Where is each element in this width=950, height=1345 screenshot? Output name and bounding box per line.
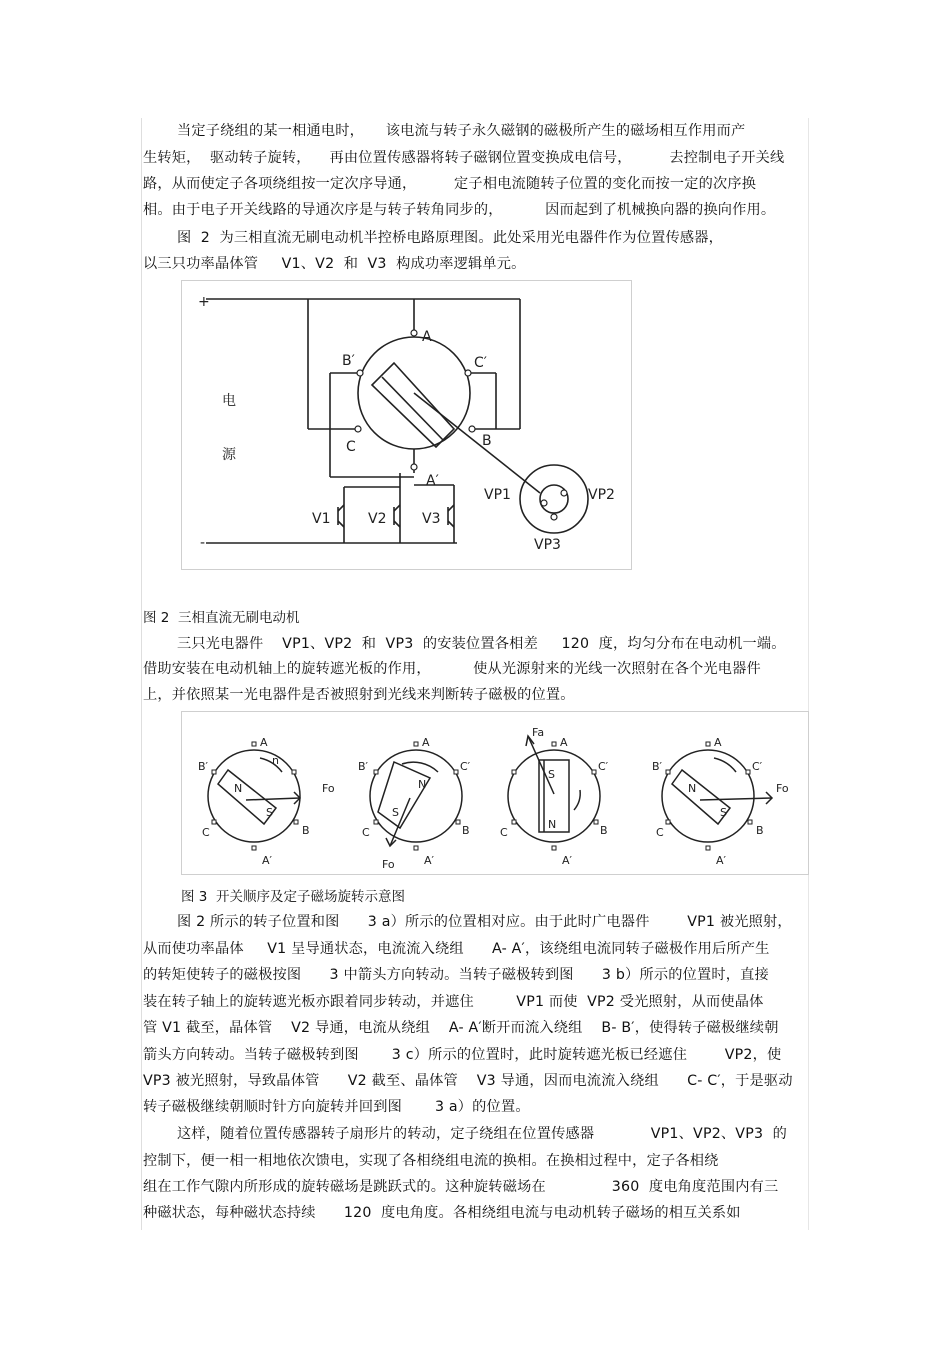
panel-b-c-prime-label: C′ xyxy=(460,760,471,773)
terminal-a-label: A xyxy=(422,329,432,345)
panel-a-n-pole: N xyxy=(234,782,243,795)
terminal-a-prime-label: A′ xyxy=(426,473,439,489)
panel-b-a-label: A xyxy=(422,736,430,749)
paragraph4-line: 转子磁极继续朝顺时针方向旋转并回到图 3 a）的位置。 xyxy=(143,1099,530,1115)
power-label-1: 电 xyxy=(222,393,236,409)
paragraph4-line: 管 V1 截至，晶体管 V2 导通，电流从绕组 A- A′断开而流入绕组 B- B′，使得转子磁极继续朝 xyxy=(143,1020,779,1036)
panel-c-fa-label: Fa xyxy=(532,726,545,739)
transistor-v2-label: V2 xyxy=(368,511,387,527)
panel-d-b-label: B xyxy=(756,824,764,837)
panel-a-a-label: A xyxy=(260,736,268,749)
panel-a xyxy=(208,750,300,842)
panel-c-a-prime-label: A′ xyxy=(562,854,573,867)
figure2-circuit-diagram xyxy=(182,281,631,569)
panel-d-c-prime-label: C′ xyxy=(752,760,763,773)
panel-a-n-rotation: n xyxy=(272,754,279,767)
panel-c-a-label: A xyxy=(560,736,568,749)
terminal-b-label: B xyxy=(482,433,492,449)
power-label-2: 源 xyxy=(222,447,236,463)
panel-b-c-label: C xyxy=(362,826,370,839)
panel-b-b-label: B xyxy=(462,824,470,837)
plus-label: + xyxy=(198,294,210,310)
minus-label: - xyxy=(200,535,206,551)
figure2-caption: 图 2 三相直流无刷电动机 xyxy=(143,610,300,626)
paragraph5-line: 组在工作气隙内所形成的旋转磁场是跳跃式的。这种旋转磁场在 360 度电角度范围内有三 xyxy=(143,1179,779,1195)
paragraph4-line: 装在转子轴上的旋转遮光板亦跟着同步转动，并遮住 VP1 而使 VP2 受光照射，从而使晶体 xyxy=(143,994,764,1010)
paragraph4-line: VP3 被光照射，导致晶体管 V2 截至、晶体管 V3 导通，因而电流流入绕组 C- C′，于是驱动 xyxy=(143,1073,793,1089)
paragraph1-line: 路，从而使定子各项绕组按一定次序导通， 定子相电流随转子位置的变化而按一定的次序换 xyxy=(143,176,757,192)
figure2-frame xyxy=(181,280,632,570)
panel-d-fo-label: Fo xyxy=(776,782,789,795)
panel-c-s-pole: S xyxy=(548,768,555,781)
terminal-c-prime-label: C′ xyxy=(474,355,487,371)
panel-b xyxy=(370,750,462,846)
figure3-rotation-diagram xyxy=(182,712,808,874)
panel-b-a-prime-label: A′ xyxy=(424,854,435,867)
paragraph4-line: 箭头方向转动。当转子磁极转到图 3 c）所示的位置时，此时旋转遮光板已经遮住 VP2，使 xyxy=(143,1047,782,1063)
paragraph5-line: 控制下，便一相一相地依次馈电，实现了各相绕组电流的换相。在换相过程中，定子各相绕 xyxy=(143,1153,719,1169)
panel-d-c-label: C xyxy=(656,826,664,839)
transistor-v3-label: V3 xyxy=(422,511,441,527)
paragraph5-line: 种磁状态，每种磁状态持续 120 度电角度。各相绕组电流与电动机转子磁场的相互关系如 xyxy=(143,1205,741,1221)
panel-d-b-prime-label: B′ xyxy=(652,760,663,773)
terminal-b-prime-label: B′ xyxy=(342,353,355,369)
paragraph3-line: 三只光电器件 VP1、VP2 和 VP3 的安装位置各相差 120 度，均匀分布在电动机一端。 xyxy=(177,636,786,652)
figure3-caption: 图 3 开关顺序及定子磁场旋转示意图 xyxy=(181,889,405,905)
panel-b-fo-label: Fo xyxy=(382,858,395,871)
sensor-vp2-label: VP2 xyxy=(588,487,615,503)
panel-b-b-prime-label: B′ xyxy=(358,760,369,773)
panel-a-fo-label: Fo xyxy=(322,782,335,795)
paragraph1-line: 当定子绕组的某一相通电时， 该电流与转子永久磁钢的磁极所产生的磁场相互作用而产 xyxy=(177,123,746,139)
panel-d-a-label: A xyxy=(714,736,722,749)
terminal-c-label: C xyxy=(346,439,356,455)
paragraph3-line: 上，并依照某一光电器件是否被照射到光线来判断转子磁极的位置。 xyxy=(143,687,575,703)
panel-a-c-label: C xyxy=(202,826,210,839)
panel-a-a-prime-label: A′ xyxy=(262,854,273,867)
panel-b-s-pole: S xyxy=(392,806,399,819)
panel-c-b-label: B xyxy=(600,824,608,837)
panel-c-c-prime-label: C′ xyxy=(598,760,609,773)
paragraph2-line: 图 2 为三相直流无刷电动机半控桥电路原理图。此处采用光电器件作为位置传感器， xyxy=(177,230,724,246)
paragraph4-line: 从而使功率晶体 V1 呈导通状态，电流流入绕组 A- A′，该绕组电流同转子磁极作用后所产生 xyxy=(143,941,770,957)
sensor-vp3-label: VP3 xyxy=(534,537,561,553)
paragraph3-line: 借助安装在电动机轴上的旋转遮光板的作用， 使从光源射来的光线一次照射在各个光电器件 xyxy=(143,661,761,677)
paragraph1-line: 相。由于电子开关线路的导通次序是与转子转角同步的， 因而起到了机械换向器的换向作用。 xyxy=(143,202,776,218)
panel-a-b-prime-label: B′ xyxy=(198,760,209,773)
panel-d-a-prime-label: A′ xyxy=(716,854,727,867)
panel-a-s-pole: S xyxy=(266,806,273,819)
panel-d-n-pole: N xyxy=(688,782,697,795)
paragraph4-line: 的转矩使转子的磁极按图 3 中箭头方向转动。当转子磁极转到图 3 b）所示的位置时，直接 xyxy=(143,967,769,983)
panel-a-b-label: B xyxy=(302,824,310,837)
panel-b-n-pole: N xyxy=(418,778,427,791)
panel-d-s-pole: S xyxy=(720,806,727,819)
paragraph5-line: 这样，随着位置传感器转子扇形片的转动，定子绕组在位置传感器 VP1、VP2、VP3 的 xyxy=(177,1126,788,1142)
panel-c-n-pole: N xyxy=(548,818,557,831)
paragraph2-line: 以三只功率晶体管 V1、V2 和 V3 构成功率逻辑单元。 xyxy=(143,256,526,272)
transistor-v1-label: V1 xyxy=(312,511,331,527)
panel-c-c-label: C xyxy=(500,826,508,839)
figure3-frame xyxy=(181,711,809,875)
sensor-vp1-label: VP1 xyxy=(484,487,511,503)
paragraph1-line: 生转矩， 驱动转子旋转， 再由位置传感器将转子磁钢位置变换成电信号， 去控制电子开关线 xyxy=(143,150,785,166)
paragraph4-line: 图 2 所示的转子位置和图 3 a）所示的位置相对应。由于此时广电器件 VP1 被光照射， xyxy=(177,914,792,930)
